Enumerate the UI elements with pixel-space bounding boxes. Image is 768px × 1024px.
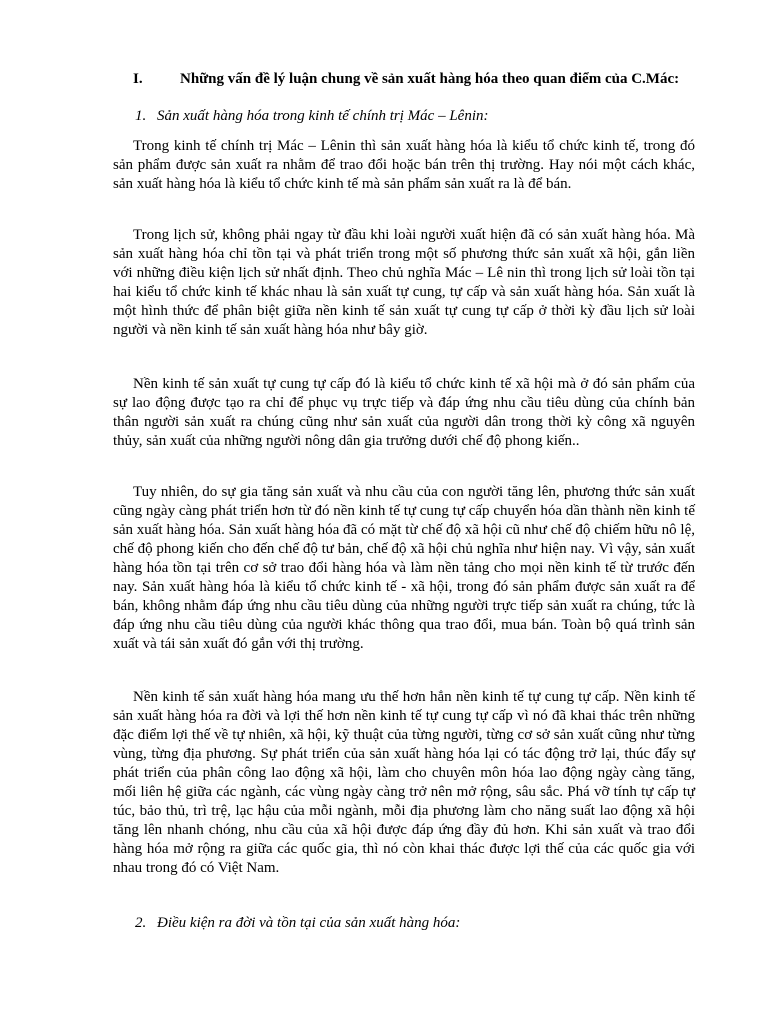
paragraph-2: Trong lịch sử, không phải ngay từ đầu khi loài người xuất hiện đã có sản xuất hàng hóa. Mà sản xuất hàng hóa chỉ tồn tại và phát triển trong một số phương thức sản xuất xã hội, gắn liền với những điều kiện lịch sử nhất định. Theo chủ nghĩa Mác – Lê nin thì trong lịch sử loài tồn tại hai kiểu tổ chức kinh tế khác nhau là sản xuất tự cung, tự cấp và sản xuất hàng hóa. Sản xuất là một hình thức để phân biệt giữa nền kinh tế sản xuất tự cung tự cấp ở thời kỳ đầu lịch sử loài người và nền kinh tế sản xuất hàng hóa như bây giờ. [113,227,695,338]
paragraph-1: Trong kinh tế chính trị Mác – Lênin thì sản xuất hàng hóa là kiểu tổ chức kinh tế, trong đó sản phẩm được sản xuất ra nhằm để trao đổi hoặc bán trên thị trường. Hay nói một cách khác, sản xuất hàng hóa là kiểu tổ chức kinh tế mà sản phẩm sản xuất ra là để bán. [113,138,695,192]
paragraph-3: Nền kinh tế sản xuất tự cung tự cấp đó là kiểu tổ chức kinh tế xã hội mà ở đó sản phẩm của sự lao động được tạo ra chỉ để phục vụ trực tiếp và đáp ứng nhu cầu tiêu dùng của chính bản thân người sản xuất ra chúng cũng như sản xuất của người dân trong thời kỳ công xã nguyên thủy, sản xuất của những người nông dân gia trưởng dưới chế độ phong kiến.. [113,376,695,449]
paragraph-5: Nền kinh tế sản xuất hàng hóa mang ưu thế hơn hẳn nền kinh tế tự cung tự cấp. Nền kinh tế sản xuất hàng hóa ra đời và lợi thế hơn nền kinh tế tự cung tự cấp vì nó đã khai thác trên những đặc điểm lợi thế về tự nhiên, xã hội, kỹ thuật của từng người, từng cơ sở sản xuất cũng như từng vùng, từng địa phương. Sự phát triển của sản xuất hàng hóa lại có tác động trở lại, thúc đẩy sự phát triển của phân công lao động xã hội, làm cho chuyên môn hóa lao động ngày càng tăng, mối liên hệ giữa các ngành, các vùng ngày càng trở nên mở rộng, sâu sắc. Phá vỡ tính tự cấp tự túc, bảo thủ, trì trệ, lạc hậu của mỗi ngành, mỗi địa phương làm cho năng suất lao động xã hội tăng lên nhanh chóng, nhu cầu của xã hội được đáp ứng đầy đủ hơn. Khi sản xuất và trao đổi hàng hóa mở rộng ra giữa các quốc gia, thì nó còn khai thác được lợi thế của các quốc gia với nhau trong đó có Việt Nam. [113,689,695,876]
subsection-2-heading [135,914,695,933]
section-heading [133,70,708,89]
subsection-1-number: 1. [135,108,147,124]
subsection-1-heading [135,107,695,126]
paragraph-4: Tuy nhiên, do sự gia tăng sản xuất và nhu cầu của con người tăng lên, phương thức sản xuất cũng ngày càng phát triển hơn từ đó nền kinh tế tự cung tự cấp chuyển hóa dần thành nền kinh tế sản xuất hàng hóa. Sản xuất hàng hóa đã có mặt từ chế độ xã hội cũ như chế độ chiếm hữu nô lệ, chế độ phong kiến cho đến chế độ tư bản, chế độ xã hội chủ nghĩa như hiện nay. Vì vậy, sản xuất hàng hóa tồn tại trên cơ sở trao đổi hàng hóa và làm nền tảng cho mọi nền kinh tế từ trước đến nay. Sản xuất hàng hóa là kiểu tổ chức kinh tế - xã hội, trong đó sản phẩm được sản xuất ra để bán, không nhằm đáp ứng nhu cầu tiêu dùng của những người trực tiếp sản xuất ra chúng, tức là đáp ứng nhu cầu tiêu dùng của người khác thông qua trao đổi, mua bán. Toàn bộ quá trình sản xuất và tái sản xuất đó gắn với thị trường. [113,484,695,652]
subsection-2-number: 2. [135,915,147,931]
section-title: Những vấn đề lý luận chung về sản xuất hàng hóa theo quan điểm của C.Mác: [180,71,680,87]
subsection-1-title: Sản xuất hàng hóa trong kinh tế chính trị Mác – Lênin: [157,108,489,124]
section-number: I. [133,71,143,87]
subsection-2-title: Điều kiện ra đời và tồn tại của sản xuất hàng hóa: [157,915,461,931]
